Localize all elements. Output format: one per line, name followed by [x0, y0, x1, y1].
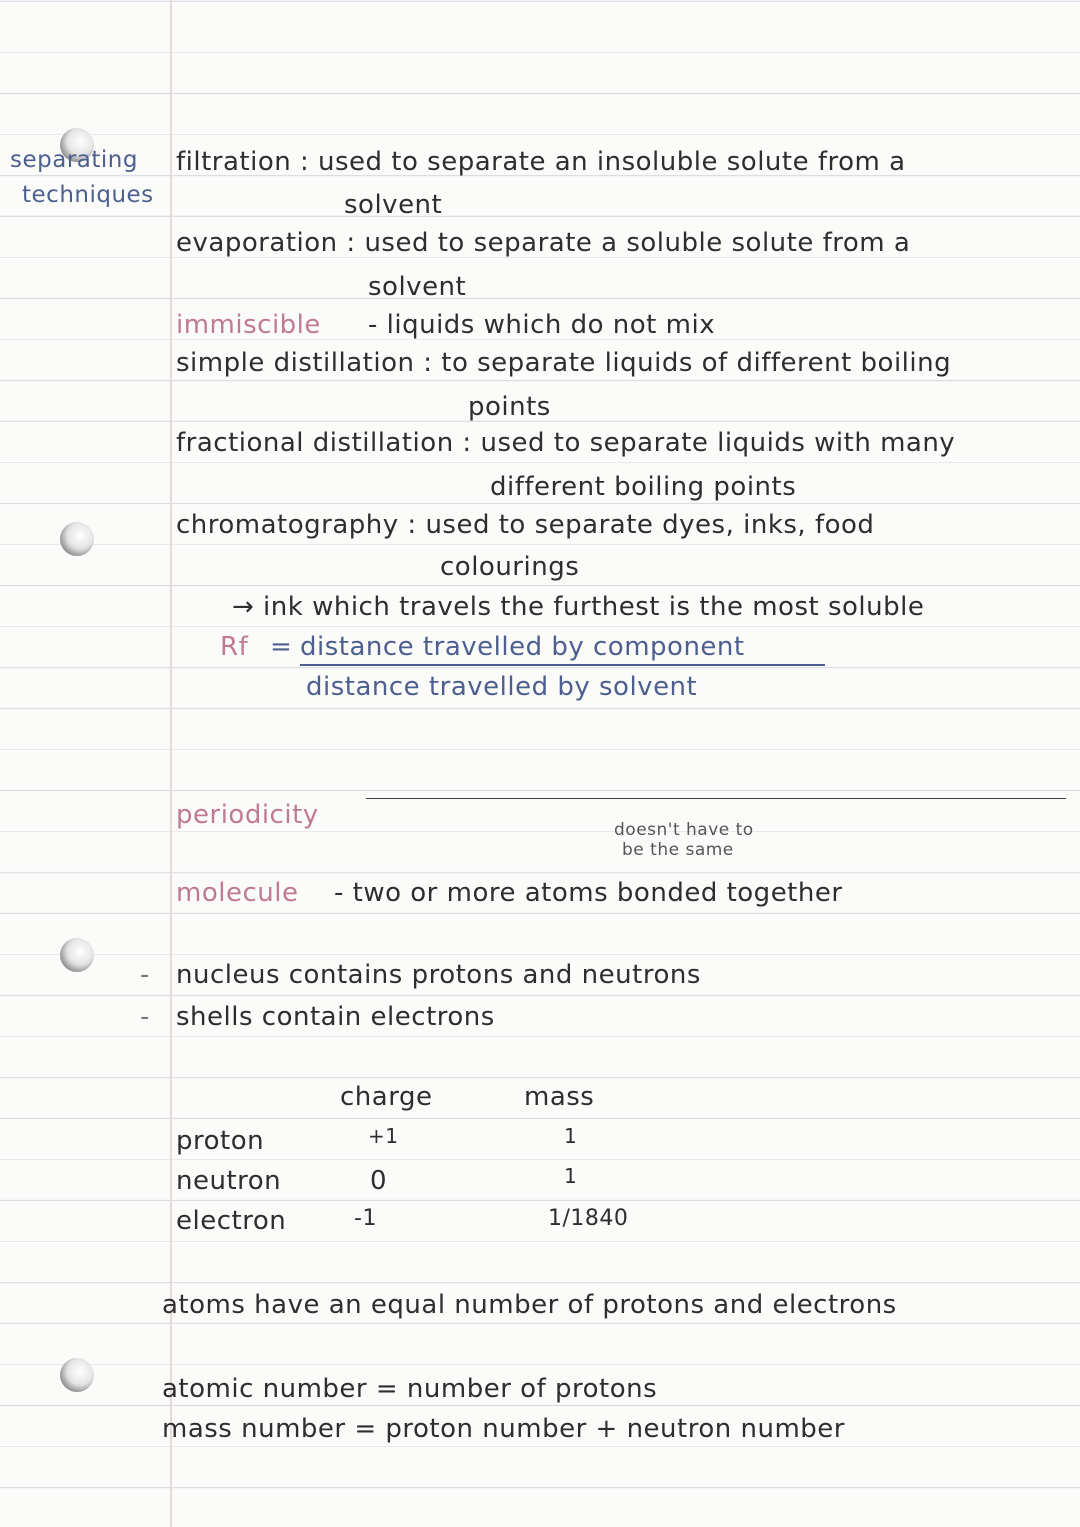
section-heading-periodicity: periodicity: [176, 800, 319, 830]
nucleus-line: nucleus contains protons and neutrons: [176, 960, 701, 990]
rf-denominator: distance travelled by solvent: [306, 672, 698, 702]
rf-fraction-bar: [300, 664, 825, 666]
punch-hole-icon: [60, 938, 94, 972]
table-header-mass: mass: [524, 1082, 595, 1112]
atoms-equal-line: atoms have an equal number of protons and electrons: [162, 1290, 897, 1320]
rf-equals: =: [270, 632, 293, 662]
table-row-charge: +1: [368, 1124, 399, 1148]
fractional-distillation-line: fractional distillation : used to separate liquids with many: [176, 428, 956, 458]
table-header-charge: charge: [340, 1082, 433, 1112]
table-row-mass: 1/1840: [548, 1206, 629, 1231]
evaporation-continued: solvent: [368, 272, 467, 302]
mass-number-line: mass number = proton number + neutron number: [162, 1414, 845, 1444]
section-heading-techniques: techniques: [22, 182, 154, 208]
rf-label: Rf: [220, 632, 249, 662]
table-row-particle: proton: [176, 1126, 265, 1156]
atomic-number-line: atomic number = number of protons: [162, 1374, 658, 1404]
simple-distillation-line: simple distillation : to separate liquids of different boiling: [176, 348, 952, 378]
chromatography-line: chromatography : used to separate dyes, inks, food: [176, 510, 875, 540]
rf-numerator: distance travelled by component: [300, 632, 745, 662]
table-row-charge: -1: [354, 1206, 377, 1231]
filtration-continued: solvent: [344, 190, 443, 220]
molecule-definition: - two or more atoms bonded together: [334, 878, 843, 908]
chromatography-continued: colourings: [440, 552, 580, 582]
immiscible-definition: - liquids which do not mix: [368, 310, 716, 340]
punch-hole-icon: [60, 522, 94, 556]
table-row-charge: 0: [370, 1166, 388, 1196]
table-row-mass: 1: [564, 1124, 578, 1148]
table-row-mass: 1: [564, 1164, 578, 1188]
ink-note: → ink which travels the furthest is the most soluble: [232, 592, 925, 622]
immiscible-term: immiscible: [176, 310, 321, 340]
fractional-distillation-continued: different boiling points: [490, 472, 797, 502]
section-heading-separating: separating: [10, 147, 138, 173]
bullet-dash: -: [140, 960, 150, 990]
table-row-particle: neutron: [176, 1166, 282, 1196]
table-row-particle: electron: [176, 1206, 287, 1236]
annotation-line1: doesn't have to: [614, 820, 754, 840]
punch-hole-icon: [60, 1358, 94, 1392]
periodicity-divider: [366, 798, 1066, 799]
simple-distillation-continued: points: [468, 392, 551, 422]
evaporation-line: evaporation : used to separate a soluble solute from a: [176, 228, 911, 258]
shells-line: shells contain electrons: [176, 1002, 495, 1032]
bullet-dash: -: [140, 1002, 150, 1032]
annotation-line2: be the same: [622, 840, 734, 860]
molecule-term: molecule: [176, 878, 299, 908]
filtration-line: filtration : used to separate an insoluble solute from a: [176, 147, 906, 177]
